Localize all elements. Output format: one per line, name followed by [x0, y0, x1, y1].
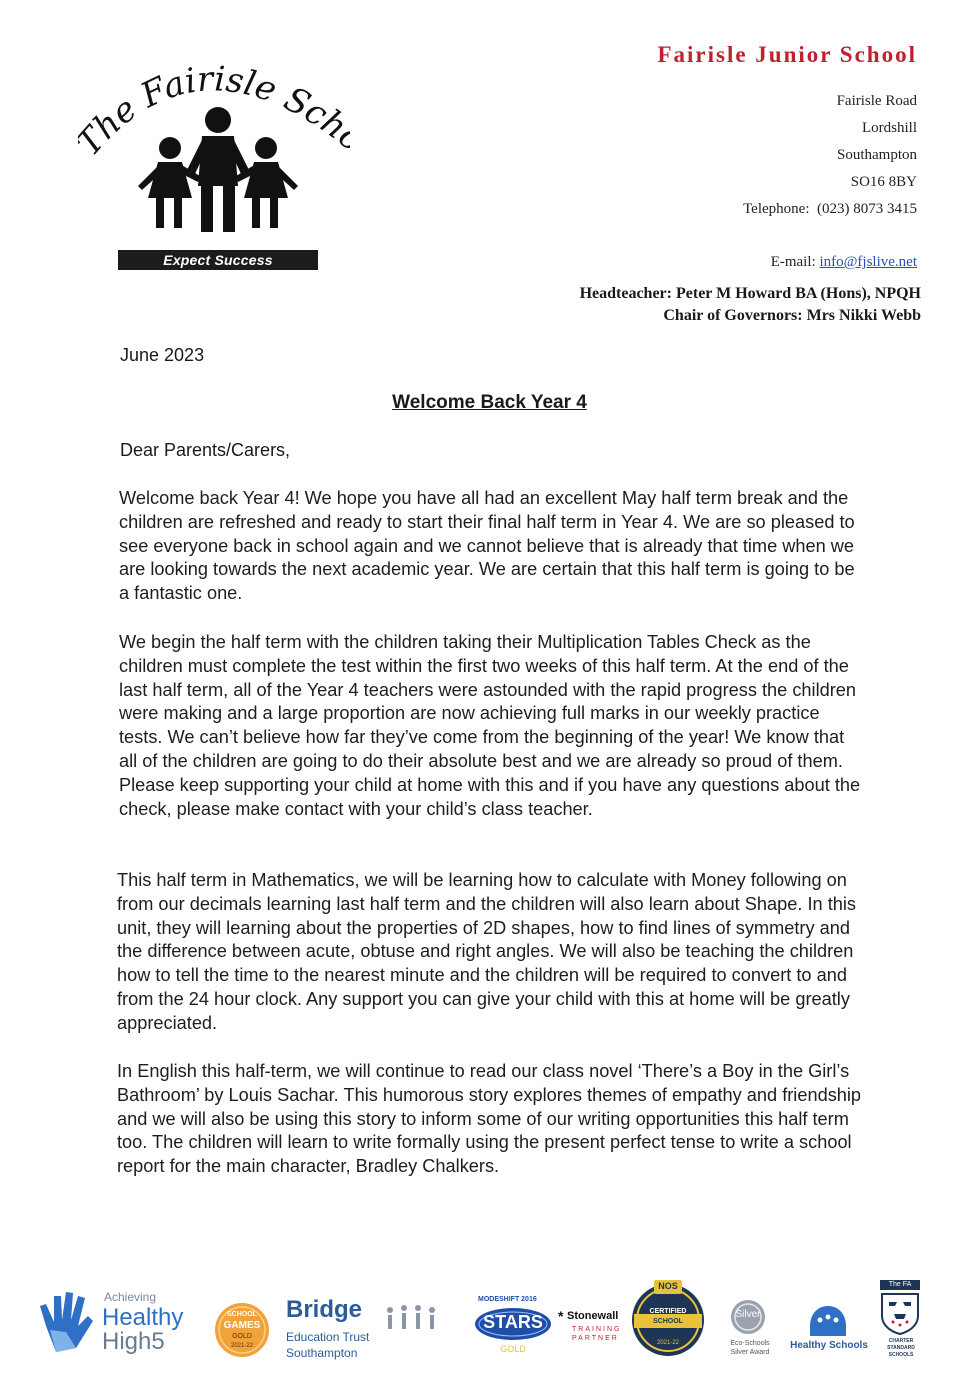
letter-paragraph: Welcome back Year 4! We hope you have all had an excellent May half term break and the children are refreshed and ready to start their final half term in Year 4. We are so pleased to see everyone back in school again and we cannot believe that is already that time when we are looking towards the next academic year. We are certain that this half term is going to be a fantastic one. — [119, 488, 855, 604]
headteacher-line: Headteacher: Peter M Howard BA (Hons), NPQH — [579, 285, 921, 302]
email-line — [771, 254, 917, 271]
fairisle-logo-graphic — [78, 48, 350, 272]
hand-icon — [36, 1286, 98, 1366]
stonewall-sub2: PARTNER — [572, 1335, 619, 1342]
chair-line: Chair of Governors: Mrs Nikki Webb — [663, 307, 921, 324]
letter-salutation: Dear Parents/Carers, — [120, 440, 291, 460]
high5-line2: High5 — [102, 1328, 165, 1355]
fa-top-text: The FA — [880, 1280, 920, 1290]
fa-charter-logo — [878, 1280, 924, 1362]
games-top-text: SCHOOL — [227, 1311, 257, 1318]
logo-tagline: Expect Success — [118, 250, 318, 270]
eco-line1: Eco-Schools — [730, 1340, 770, 1347]
eco-line2: Silver Award — [730, 1349, 770, 1356]
school-address — [743, 88, 917, 223]
nos-top-text: NOS — [658, 1281, 678, 1291]
telephone-line — [743, 196, 917, 223]
bridge-line2: Southampton — [286, 1346, 358, 1360]
email-link[interactable]: info@fjslive.net — [819, 254, 917, 270]
stars-level: GOLD — [500, 1344, 526, 1354]
address-line: Lordshill — [862, 120, 917, 136]
telephone-number: (023) 8073 3415 — [817, 201, 917, 217]
high5-top-text: Achieving — [104, 1290, 157, 1304]
modeshift-stars-logo — [454, 1296, 554, 1356]
address-line: Southampton — [836, 147, 917, 163]
healthy-high5-logo — [36, 1286, 201, 1366]
eco-schools-logo — [722, 1298, 778, 1364]
nos-mid1: CERTIFIED — [649, 1308, 687, 1315]
stars-top-text: MODESHIFT 2016 — [478, 1296, 537, 1303]
bridge-trust-logo — [286, 1296, 446, 1366]
games-mid-text: GAMES — [223, 1320, 261, 1331]
school-games-logo — [214, 1301, 270, 1359]
address-line: Fairisle Road — [836, 93, 917, 109]
accreditation-logos — [36, 1276, 936, 1376]
family-figures-icon — [138, 107, 298, 232]
school-name: Fairisle Junior School — [657, 42, 917, 67]
nos-certified-logo — [630, 1278, 706, 1360]
letter-date: June 2023 — [120, 345, 205, 365]
fa-crest-icon — [880, 1292, 920, 1336]
healthy-schools-icon — [808, 1304, 848, 1338]
people-icon — [382, 1304, 438, 1334]
letter-paragraph: In English this half-term, we will continue to read our class novel ‘There’s a Boy in the Girl’s Bathroom’ by Louis Sachar. This humorous story explores themes of empathy and friendship and we will also be using this story to inform some of our writing opportunities this half term too. The children will learn to write formally using the present perfect tense to write a school report for the main character, Bradley Chalkers. — [117, 1061, 862, 1177]
letter-paragraph: This half term in Mathematics, we will be learning how to calculate with Money following on from our decimals learning last half term and the children will also learn about Shape. In this unit, they will learning about the properties of 2D shapes, how to find lines of symmetry and the difference between acute, obtuse and right angles. We will also be teaching the children how to tell the time to the nearest minute and the children will be required to convert to and from the 24 hour clock. Any support you can give your child with this at home will be greatly appreciated. — [117, 870, 857, 1033]
bridge-name: Bridge — [286, 1296, 363, 1323]
staff-block — [580, 283, 921, 327]
telephone-label: Telephone: — [743, 201, 810, 217]
letter-heading: Welcome Back Year 4 — [392, 392, 587, 413]
healthy-schools-logo — [786, 1304, 872, 1364]
nos-year: 2021-22 — [656, 1340, 680, 1346]
high5-line1: Healthy — [102, 1304, 184, 1331]
bridge-line1: Education Trust — [286, 1330, 370, 1344]
school-logo — [78, 48, 350, 272]
letter-paragraph: We begin the half term with the children taking their Multiplication Tables Check as the children must complete the test within the first two weeks of this half term. At the end of the last half term, all of the Year 4 teachers were astounded with the rapid progress the children were making and a large proportion are now achieving full marks in our weekly practice tests. We can’t believe how far they’ve come from the beginning of the year! We know that all of the children are going to do their absolute best and we are already so proud of them. Please keep supporting your child at home with this and if you have any questions about the check, please make contact with your child’s class teacher. — [119, 632, 861, 819]
fa-line1: CHARTER — [888, 1338, 914, 1344]
games-year-text: 2021-22 — [230, 1343, 254, 1349]
stonewall-name: Stonewall — [567, 1310, 619, 1322]
games-level-text: GOLD — [232, 1333, 252, 1340]
logo-arc-text: he Fairisle Sc — [85, 59, 335, 148]
stars-name: STARS — [483, 1312, 543, 1332]
nos-mid2: SCHOOL — [653, 1318, 683, 1325]
healthy-schools-name: Healthy Schools — [790, 1340, 868, 1351]
fa-line3: SCHOOLS — [888, 1352, 914, 1358]
address-line: SO16 8BY — [850, 174, 917, 190]
fa-line2: STANDARD — [887, 1345, 915, 1351]
stonewall-sub1: TRAINING — [572, 1326, 622, 1333]
eco-badge-text: Silver — [735, 1309, 761, 1320]
star-icon: * — [558, 1308, 564, 1324]
email-label: E-mail: — [770, 254, 816, 270]
